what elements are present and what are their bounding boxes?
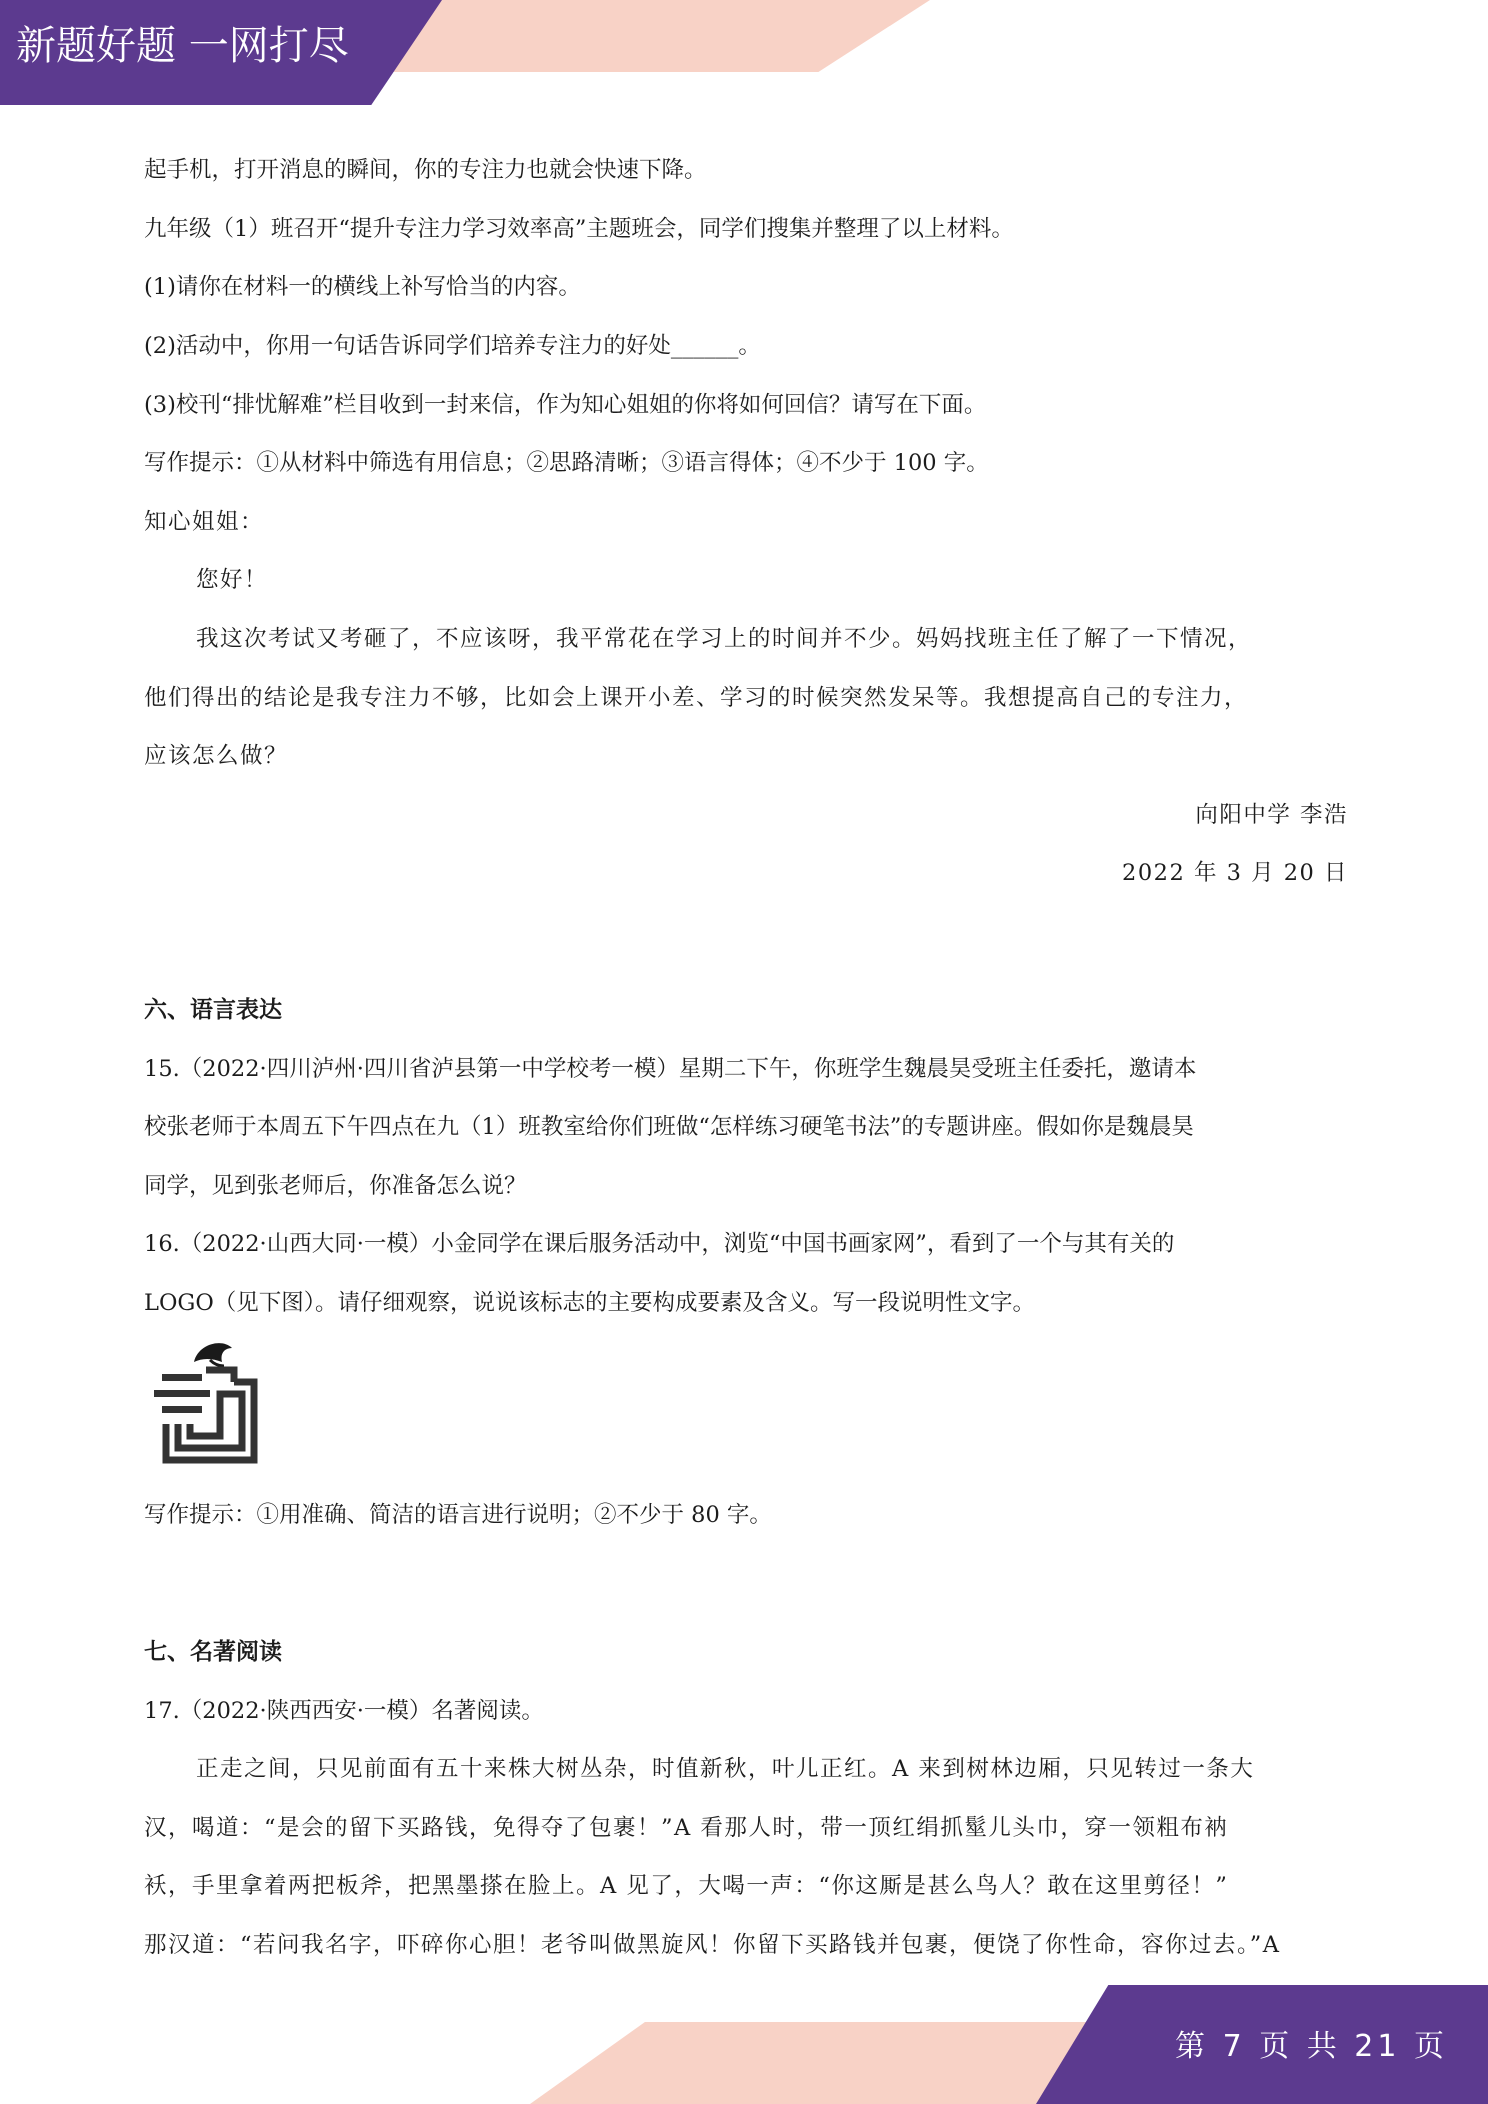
- section-heading: 六、语言表达: [144, 997, 282, 1023]
- question-16-tips: 写作提示：①用准确、简洁的语言进行说明；②不少于 80 字。: [144, 1502, 772, 1528]
- letter-signature: 向阳中学 李浩: [1195, 802, 1348, 828]
- header-title: 新题好题 一网打尽: [16, 23, 349, 69]
- calligraphy-logo-image: [150, 1340, 274, 1474]
- question-16-line: LOGO（见下图）。请仔细观察，说说该标志的主要构成要素及含义。写一段说明性文字。: [144, 1290, 1036, 1316]
- excerpt-line: 袄，手里拿着两把板斧，把黑墨搽在脸上。A 见了，大喝一声：“你这厮是甚么鸟人？敢在这里剪径！”: [144, 1873, 1229, 1899]
- section-heading: 七、名著阅读: [144, 1639, 282, 1665]
- question-15-line: 校张老师于本周五下午四点在九（1）班教室给你们班做“怎样练习硬笔书法”的专题讲座。假如你是魏晨昊: [144, 1114, 1194, 1140]
- letter-date: 2022 年 3 月 20 日: [1122, 860, 1348, 886]
- excerpt-line: 汉，喝道：“是会的留下买路钱，免得夺了包裹！”A 看那人时，带一顶红绢抓髽儿头巾，穿一领粗布衲: [144, 1815, 1229, 1841]
- question-16-line: 16.（2022·山西大同·一模）小金同学在课后服务活动中，浏览“中国书画家网”，看到了一个与其有关的: [144, 1231, 1175, 1257]
- letter-body-line: 他们得出的结论是我专注力不够，比如会上课开小差、学习的时候突然发呆等。我想提高自己的专注力，: [144, 685, 1249, 711]
- question-15-line: 15.（2022·四川泸州·四川省泸县第一中学校考一模）星期二下午，你班学生魏晨昊受班主任委托，邀请本: [144, 1056, 1197, 1082]
- letter-greeting: 您好！: [196, 567, 269, 593]
- question-1: (1)请你在材料一的横线上补写恰当的内容。: [144, 274, 581, 300]
- excerpt-line: 那汉道：“若问我名字，吓碎你心胆！老爷叫做黑旋风！你留下买路钱并包裹，便饶了你性命，容你过去。”A: [144, 1932, 1281, 1958]
- excerpt-line: 正走之间，只见前面有五十来株大树丛杂，时值新秋，叶儿正红。A 来到树林边厢，只见转过一条大: [196, 1756, 1255, 1782]
- question-17-title: 17.（2022·陕西西安·一模）名著阅读。: [144, 1698, 544, 1724]
- writing-tips: 写作提示：①从材料中筛选有用信息；②思路清晰；③语言得体；④不少于 100 字。: [144, 450, 989, 476]
- letter-body-line: 我这次考试又考砸了，不应该呀，我平常花在学习上的时间并不少。妈妈找班主任了解了一下情况，: [196, 626, 1253, 652]
- question-15-line: 同学，见到张老师后，你准备怎么说？: [144, 1173, 527, 1199]
- material-line-continued: 起手机，打开消息的瞬间，你的专注力也就会快速下降。: [144, 157, 707, 183]
- question-2: (2)活动中，你用一句话告诉同学们培养专注力的好处______。: [144, 333, 761, 359]
- material-intro: 九年级（1）班召开“提升专注力学习效率高”主题班会，同学们搜集并整理了以上材料。: [144, 216, 1014, 242]
- page-number: 第 7 页 共 21 页: [1175, 2029, 1448, 2064]
- letter-body-line: 应该怎么做？: [144, 743, 289, 769]
- question-3: (3)校刊“排忧解难”栏目收到一封来信，作为知心姐姐的你将如何回信？请写在下面。: [144, 392, 987, 418]
- letter-salutation: 知心姐姐：: [144, 509, 265, 535]
